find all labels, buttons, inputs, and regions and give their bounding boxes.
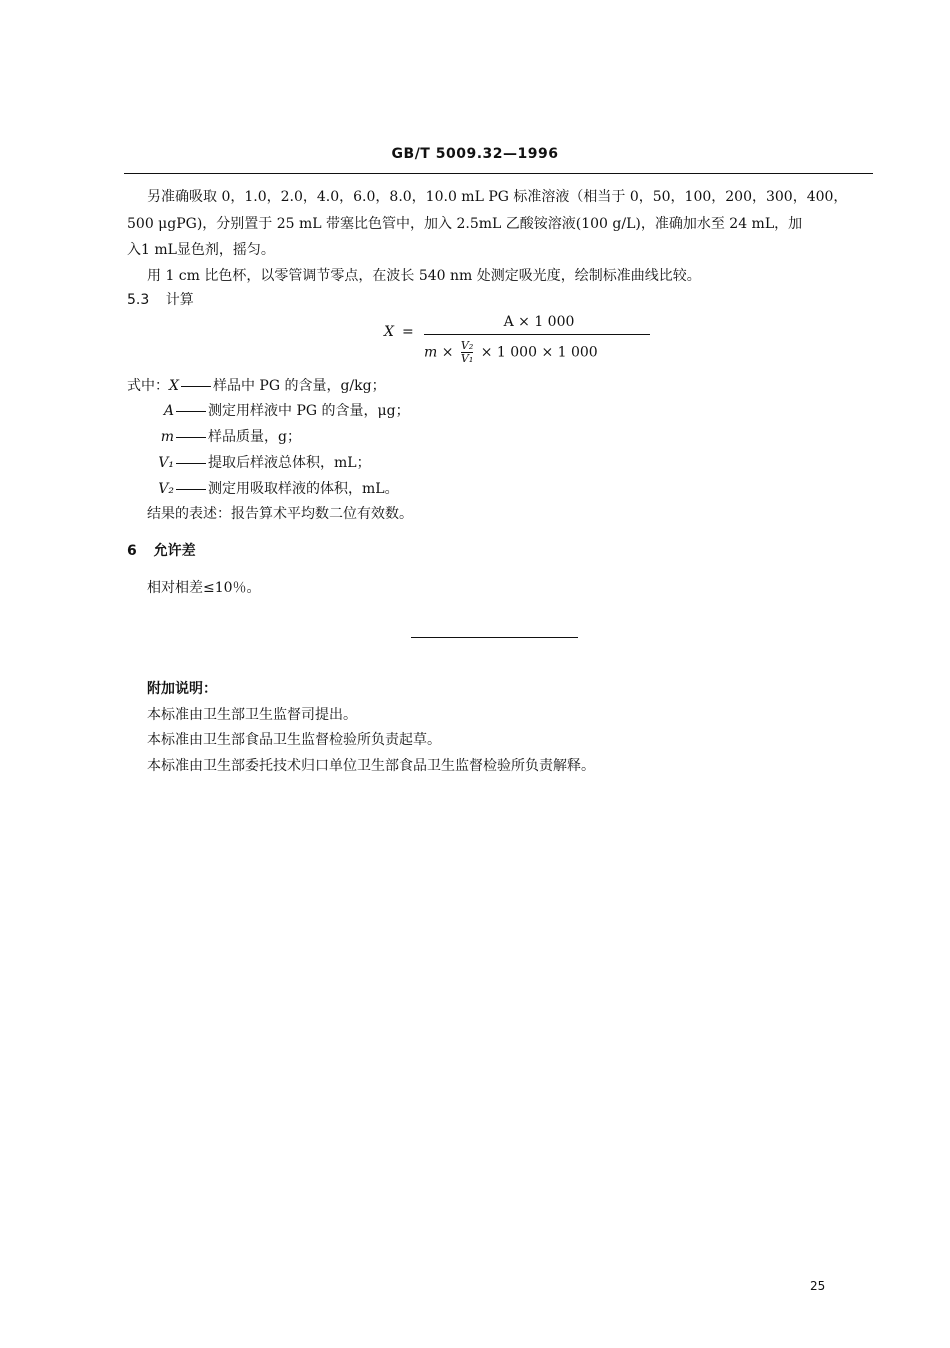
procedure-para1-line2: 500 μgPG)，分别置于 25 mL 带塞比色管中，加入 2.5mL 乙酸铵溶液(100 g/L)，准确加水至 24 mL，加	[127, 216, 803, 232]
procedure-para1-line3: 入1 mL显色剂，摇匀。	[127, 242, 275, 258]
den-suffix: × 1 000 × 1 000	[480, 344, 598, 361]
def-text: 样品质量，g；	[208, 429, 301, 445]
definitions-row-x	[127, 376, 386, 396]
formula-denominator	[424, 340, 664, 365]
page-number: 25	[810, 1279, 826, 1293]
def-text: 测定用样液中 PG 的含量，μg；	[208, 403, 410, 419]
standard-code: GB/T 5009.32—1996	[391, 146, 559, 162]
calculation-formula	[384, 314, 624, 374]
header-rule	[124, 173, 873, 174]
def-text: 测定用吸取样液的体积，mL。	[208, 481, 399, 497]
end-rule	[411, 637, 578, 638]
def-symbol: A	[163, 403, 174, 419]
formula-lhs: X	[384, 324, 394, 340]
procedure-para2: 用 1 cm 比色杯，以零管调节零点，在波长 540 nm 处测定吸光度，绘制标准曲线比较。	[147, 268, 701, 284]
result-statement: 结果的表述：报告算术平均数二位有效数。	[147, 506, 413, 522]
den-inner-den: V₁	[460, 352, 474, 365]
procedure-para1-line1: 另准确吸取 0，1.0，2.0，4.0，6.0，8.0，10.0 mL PG 标准溶液（相当于 0，50，100，200，300，400，	[147, 189, 848, 205]
formula-fraction-bar	[424, 334, 650, 335]
section-5-3-heading	[127, 290, 194, 310]
definitions-intro: 式中：	[127, 378, 169, 394]
def-text: 提取后样液总体积，mL；	[208, 455, 371, 471]
def-dash	[181, 386, 211, 387]
definitions-row-v1	[156, 453, 371, 473]
appendix-line: 本标准由卫生部卫生监督司提出。	[147, 707, 357, 723]
appendix-line: 本标准由卫生部食品卫生监督检验所负责起草。	[147, 732, 441, 748]
appendix-title: 附加说明：	[147, 681, 217, 697]
formula-equals: =	[402, 324, 414, 340]
definitions-row-m	[156, 427, 301, 447]
def-text: 样品中 PG 的含量，g/kg；	[212, 378, 386, 394]
tolerance-text: 相对相差≤10％。	[147, 580, 261, 596]
def-symbol: V₂	[158, 481, 174, 497]
appendix-line: 本标准由卫生部委托技术归口单位卫生部食品卫生监督检验所负责解释。	[147, 758, 595, 774]
def-dash	[176, 411, 206, 412]
den-inner-num: V₂	[460, 339, 474, 352]
definitions-row-a	[156, 401, 410, 421]
section-title: 允许差	[153, 543, 196, 559]
def-symbol: V₁	[158, 455, 174, 471]
def-dash	[176, 489, 206, 490]
def-dash	[176, 463, 206, 464]
den-prefix: m ×	[424, 344, 454, 361]
def-dash	[176, 437, 206, 438]
section-number: 6	[127, 543, 137, 559]
def-symbol: m	[160, 429, 174, 445]
section-title: 计算	[165, 292, 194, 308]
section-6-heading	[127, 541, 196, 561]
definitions-row-v2	[156, 479, 399, 499]
def-symbol: X	[169, 378, 179, 394]
den-inner-fraction	[461, 340, 473, 365]
section-number: 5.3	[127, 292, 150, 308]
formula-numerator: A × 1 000	[503, 314, 575, 330]
